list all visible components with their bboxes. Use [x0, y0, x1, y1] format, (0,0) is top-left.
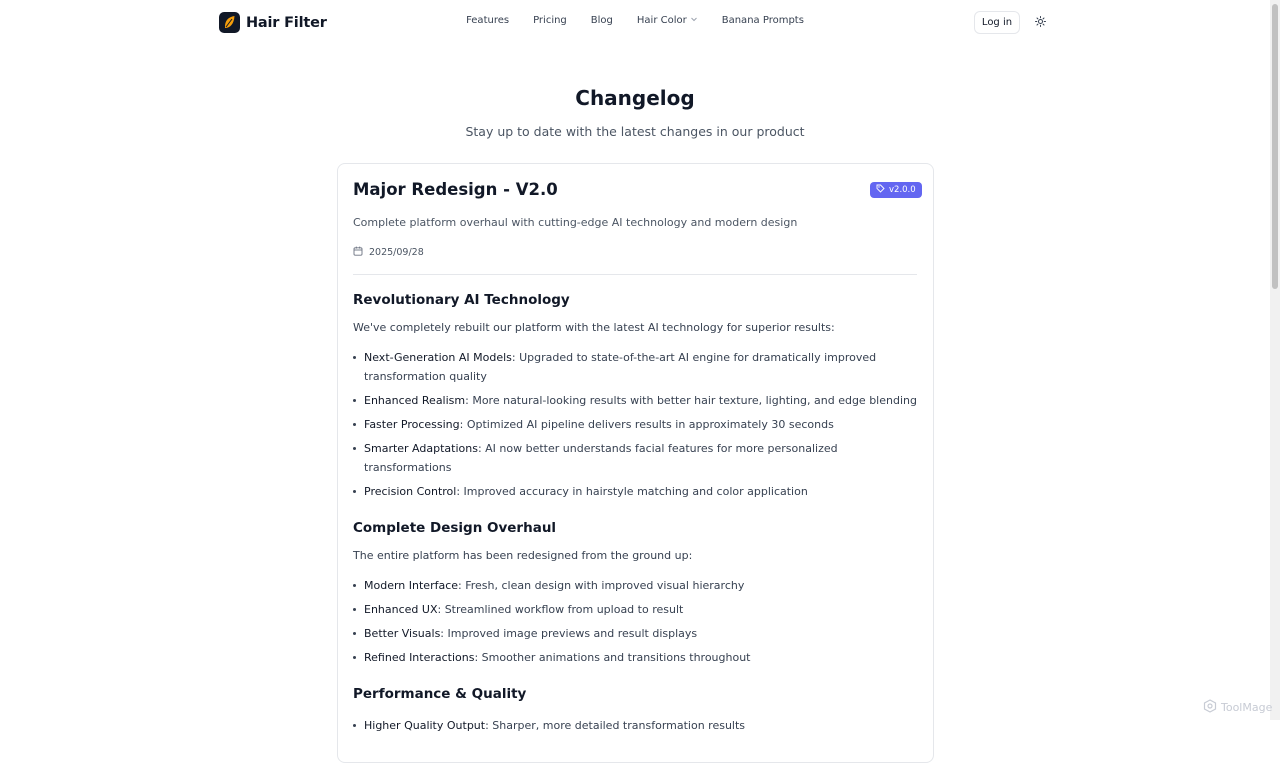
- section-title: Complete Design Overhaul: [353, 520, 557, 536]
- list-item-text: : Improved accuracy in hairstyle matching and color application: [456, 485, 808, 498]
- site-header: [0, 0, 1270, 45]
- list-item-text: : More natural-looking results with better hair texture, lighting, and edge blending: [465, 394, 917, 407]
- list-item: [353, 348, 917, 386]
- bullet-list: [353, 716, 917, 735]
- entry-content: [353, 292, 917, 740]
- section-intro: We've completely rebuilt our platform with the latest AI technology for superior results:: [353, 321, 835, 334]
- version-badge-label: v2.0.0: [889, 185, 916, 195]
- nav-hair-color-dropdown[interactable]: [637, 15, 698, 26]
- entry-description: Complete platform overhaul with cutting-edge AI technology and modern design: [353, 216, 798, 229]
- nav-features[interactable]: Features: [466, 15, 510, 26]
- list-item-key: Enhanced UX: [364, 603, 438, 616]
- list-item-text: : Streamlined workflow from upload to result: [437, 603, 684, 616]
- list-item-key: Smarter Adaptations: [364, 442, 478, 455]
- list-item: [353, 439, 917, 477]
- main-nav: [0, 15, 1270, 26]
- list-item-key: Better Visuals: [364, 627, 441, 640]
- entry-date-text: 2025/09/28: [369, 247, 424, 258]
- list-item-text: : Sharper, more detailed transformation results: [485, 719, 746, 732]
- list-item: [353, 391, 917, 410]
- bullet-list: [353, 576, 917, 667]
- list-item-key: Precision Control: [364, 485, 457, 498]
- section-intro: The entire platform has been redesigned from the ground up:: [353, 549, 693, 562]
- list-item-text: : Improved image previews and result displays: [440, 627, 698, 640]
- list-item-key: Faster Processing: [364, 418, 460, 431]
- entry-date: [353, 246, 424, 259]
- list-item: [353, 415, 917, 434]
- list-item-key: Higher Quality Output: [364, 719, 486, 732]
- nav-blog[interactable]: Blog: [590, 15, 613, 26]
- page-title: Changelog: [575, 86, 695, 110]
- list-item: [353, 482, 917, 501]
- list-item-text: : AI now better understands facial features for more personalized transformations: [364, 442, 838, 474]
- watermark: [1203, 699, 1272, 716]
- calendar-icon: [353, 246, 363, 259]
- list-item-key: Modern Interface: [364, 579, 459, 592]
- section-performance-quality: [353, 686, 917, 735]
- list-item-key: Refined Interactions: [364, 651, 475, 664]
- list-item: [353, 576, 917, 595]
- list-item-text: : Optimized AI pipeline delivers results in approximately 30 seconds: [459, 418, 834, 431]
- list-item-text: : Fresh, clean design with improved visual hierarchy: [458, 579, 745, 592]
- list-item: [353, 648, 917, 667]
- entry-title: Major Redesign - V2.0: [353, 180, 558, 199]
- bullet-list: [353, 348, 917, 501]
- nav-pricing[interactable]: Pricing: [533, 15, 567, 26]
- changelog-entry-card: [337, 163, 934, 763]
- login-button[interactable]: Log in: [974, 11, 1020, 34]
- list-item: [353, 600, 917, 619]
- version-badge: [870, 182, 922, 198]
- list-item-text: : Upgraded to state-of-the-art AI engine for dramatically improved transformation quality: [364, 351, 877, 383]
- tag-icon: [876, 184, 885, 196]
- page-scrollbar[interactable]: [1270, 0, 1280, 720]
- watermark-logo-icon: [1203, 699, 1217, 716]
- section-title: Performance & Quality: [353, 686, 527, 702]
- list-item: [353, 716, 917, 735]
- section-title: Revolutionary AI Technology: [353, 292, 570, 308]
- watermark-text: ToolMage: [1221, 701, 1273, 714]
- list-item-key: Next-Generation AI Models: [364, 351, 512, 364]
- scrollbar-thumb[interactable]: [1272, 4, 1278, 289]
- list-item-text: : Smoother animations and transitions throughout: [474, 651, 751, 664]
- brand-name: Hair Filter: [246, 14, 327, 31]
- list-item: [353, 624, 917, 643]
- sun-icon: [1035, 15, 1046, 30]
- chevron-down-icon: [690, 15, 698, 26]
- section-design-overhaul: [353, 520, 917, 667]
- nav-hair-color-label: Hair Color: [636, 15, 687, 26]
- page-subtitle: Stay up to date with the latest changes in our product: [465, 124, 805, 139]
- section-ai-technology: [353, 292, 917, 501]
- list-item-key: Enhanced Realism: [364, 394, 466, 407]
- divider: [353, 274, 917, 275]
- nav-banana-prompts[interactable]: Banana Prompts: [721, 15, 804, 26]
- theme-toggle-button[interactable]: [1030, 12, 1051, 33]
